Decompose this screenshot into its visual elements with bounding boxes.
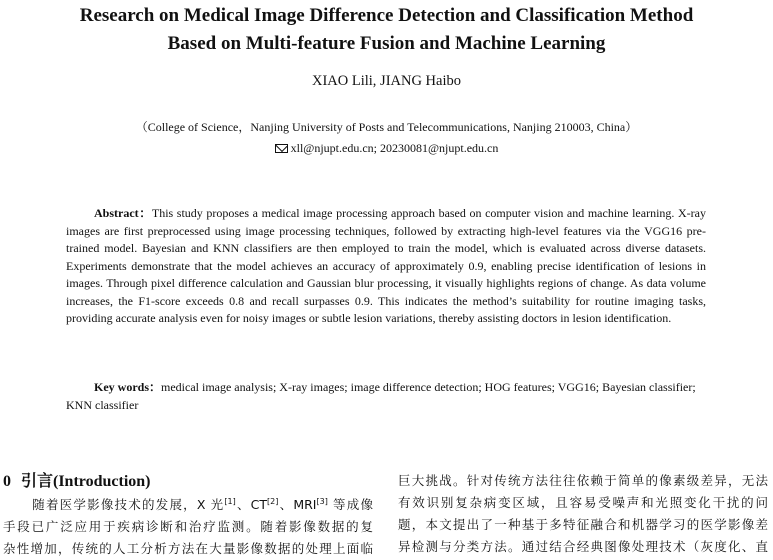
authors: XIAO Lili, JIANG Haibo <box>311 73 461 89</box>
keywords-text: medical image analysis; X-ray images; image difference detection; HOG features; VGG16; Bayesian classifier; KNN classifier <box>66 380 696 412</box>
section-heading-introduction <box>3 471 151 493</box>
email-line <box>0 140 773 156</box>
keywords-label: Key words： <box>94 380 161 394</box>
affiliation: （College of Science，Nanjing University of Posts and Telecommunications, Nanjing 210003, China） <box>135 120 638 134</box>
paper-title <box>0 2 773 58</box>
right-line-2: 有效识别复杂病变区域，且容易受噪声和光照变化干扰的问 <box>398 495 768 510</box>
section-number: 0 <box>3 473 11 490</box>
title-line-1: Research on Medical Image Difference Detection and Classification Method <box>79 5 694 26</box>
email-addresses: xll@njupt.edu.cn; 20230081@njupt.edu.cn <box>290 141 499 155</box>
abstract-label: Abstract： <box>94 206 152 220</box>
keywords <box>66 379 706 414</box>
left-column-text <box>3 494 373 560</box>
abstract-text: This study proposes a medical image processing approach based on computer vision and machine learning. X-ray images are first preprocessed using image processing techniques, followed by extracting high-level features via the VGG16 pre-trained model. Bayesian and KNN classifiers are then employed to train the model, which is evaluated across diverse datasets. Experiments demonstrate that the model achieves an accuracy of approximately 0.9, enabling precise identification of lesions in images. Through pixel difference calculation and Gaussian blur processing, it visually highlights regions of change. As data volume increases, the F1-score exceeds 0.8 and recall surpasses 0.9. This indicates the method’s suitability for routine imaging tasks, providing accurate analysis even for noisy images or subtle lesion variations, thereby assisting doctors in lesion identification. <box>66 206 706 325</box>
envelope-icon <box>275 144 288 153</box>
abstract <box>66 205 706 328</box>
section-title: 引言(Introduction) <box>21 473 151 490</box>
left-line-1: 随着医学影像技术的发展，X 光[1]、CT[2]、MRI[3] 等成像 <box>31 496 373 512</box>
left-line-2: 手段已广泛应用于疾病诊断和治疗监测。随着影像数据的复 <box>3 519 373 534</box>
right-line-1: 巨大挑战。针对传统方法往往依赖于简单的像素级差异，无法 <box>398 473 768 488</box>
right-line-3: 题，本文提出了一种基于多特征融合和机器学习的医学影像差 <box>398 517 768 532</box>
title-line-2: Based on Multi-feature Fusion and Machine Learning <box>167 33 606 54</box>
right-line-4: 异检测与分类方法。通过结合经典图像处理技术（灰度化、直 <box>398 539 768 554</box>
left-line-3: 杂性增加，传统的人工分析方法在大量影像数据的处理上面临 <box>3 541 373 556</box>
right-column-text <box>398 470 768 558</box>
